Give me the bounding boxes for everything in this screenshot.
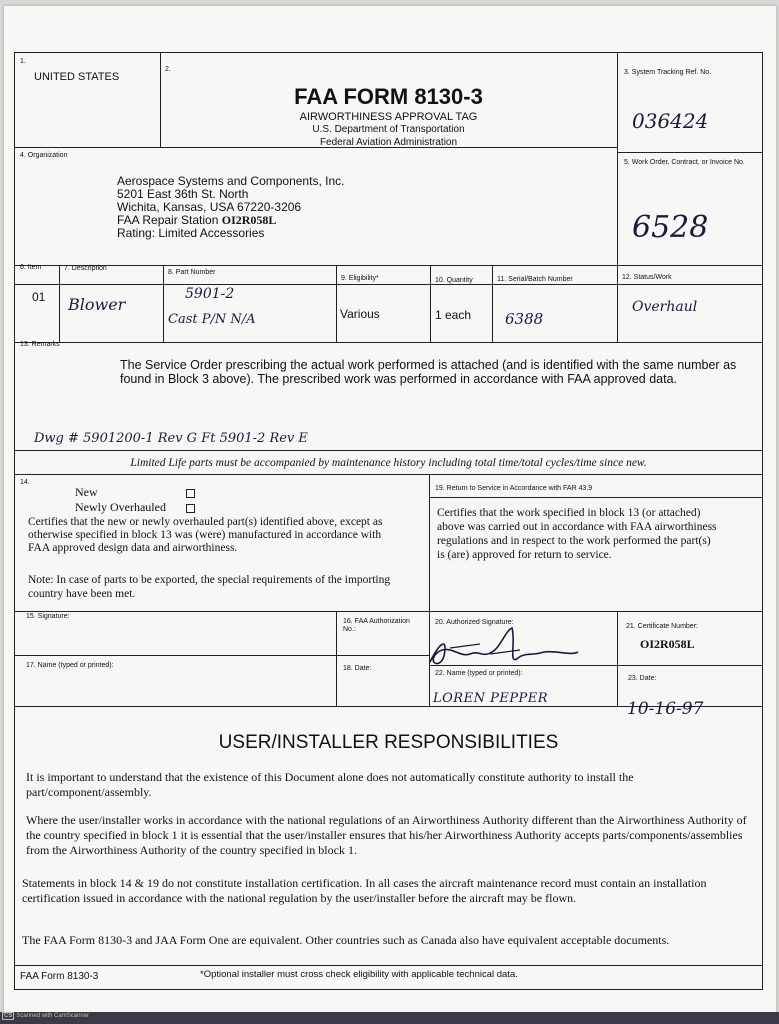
footer-form-number: FAA Form 8130-3	[20, 971, 99, 982]
divider	[14, 611, 763, 612]
block-21-label: 21. Certificate Number:	[626, 623, 698, 630]
item-value: 01	[32, 290, 46, 304]
date-value: 10-16-97	[627, 699, 704, 719]
block-23-label: 23. Date:	[628, 675, 657, 682]
block-4-label: 4. Organization	[20, 152, 68, 159]
responsibilities-title: USER/INSTALLER RESPONSIBILITIES	[218, 732, 559, 753]
divider	[14, 284, 763, 285]
eligibility-value: Various	[340, 307, 380, 321]
camscanner-logo: CS	[4, 1013, 13, 1019]
form-subtitle: AIRWORTHINESS APPROVAL TAG	[299, 111, 478, 123]
serial-value: 6388	[505, 310, 544, 328]
footer-eligibility-note: *Optional installer must cross check eligibility with applicable technical data.	[200, 969, 518, 980]
divider	[14, 655, 429, 656]
newly-overhauled-checkbox[interactable]	[186, 504, 195, 513]
scan-border	[0, 1012, 779, 1024]
col-eligibility-label: 9. Eligibility*	[341, 275, 379, 282]
col-serial-label: 11. Serial/Batch Number	[497, 276, 573, 283]
col-status-label: 12. Status/Work	[622, 274, 672, 281]
block-3-label: 3. System Tracking Ref. No.	[624, 69, 712, 76]
agency: Federal Aviation Administration	[319, 137, 458, 148]
block-13-label: 13. Remarks	[20, 341, 60, 348]
col-quantity-label: 10. Quantity	[435, 277, 473, 284]
divider	[430, 265, 431, 342]
col-item-label: 6. Item	[20, 264, 42, 271]
newly-overhauled-label: Newly Overhauled	[75, 500, 166, 514]
block-14-note-2: country have been met.	[28, 588, 136, 600]
block-2-number: 2.	[165, 66, 171, 73]
tracking-ref-value: 036424	[632, 109, 709, 133]
block-5-label: 5. Work Order, Contract, or Invoice No.	[624, 159, 745, 166]
block-19-text-2: above was carried out in accordance with FAA airworthiness	[437, 521, 717, 533]
block-19-text-4: is (are) approved for return to service.	[437, 549, 612, 561]
block-14-note-1: Note: In case of parts to be exported, the special requirements of the importing	[28, 574, 391, 586]
status-value: Overhaul	[632, 299, 698, 315]
divider	[14, 474, 763, 475]
divider	[14, 265, 763, 266]
divider	[617, 52, 618, 265]
new-checkbox[interactable]	[186, 489, 195, 498]
divider	[429, 474, 430, 707]
remarks-line-1: The Service Order prescribing the actual work performed is attached (and is identified with the same number as	[120, 358, 737, 372]
certificate-number-value: OI2R058L	[640, 637, 695, 651]
block-16-label: 16. FAA Authorization No.:	[343, 618, 410, 633]
org-rating: Rating: Limited Accessories	[117, 226, 265, 240]
divider	[59, 265, 60, 342]
description-value: Blower	[68, 295, 126, 314]
repair-station-number: OI2R058L	[221, 213, 277, 227]
form-title: FAA FORM 8130-3	[294, 84, 483, 109]
scanner-watermark	[2, 1012, 89, 1020]
cast-part-number-value: Cast P/N N/A	[168, 312, 256, 327]
responsibility-paragraph-2: Where the user/installer works in accordance with the national regulations of an Airworthiness Authority different than the Airworthiness Authority of the country specified in block 1 it is essential that the user/installer ensures that his/her Airworthiness Authority accepts parts/components/assemblies from the Airworthiness Authority of the country specified in block 1.	[26, 813, 747, 857]
org-city: Wichita, Kansas, USA 67220-3206	[117, 200, 302, 214]
remarks-handwritten: Dwg # 5901200-1 Rev G Ft 5901-2 Rev E	[34, 431, 308, 446]
block-17-label: 17. Name (typed or printed):	[26, 662, 114, 669]
divider	[163, 265, 164, 342]
printed-name-value: LOREN PEPPER	[433, 691, 549, 706]
quantity-value: 1 each	[435, 308, 472, 322]
org-repair-station	[117, 213, 276, 227]
responsibility-paragraph-3: Statements in block 14 & 19 do not constitute installation certification. In all cases the aircraft maintenance record must contain an installation certification issued in accordance with the national regulation by the user/installer before the aircraft may be flown.	[22, 876, 707, 905]
divider	[336, 611, 337, 707]
divider	[617, 265, 618, 342]
block-14-cert-2: otherwise specified in block 13 was (were) manufactured in accordance with	[28, 529, 382, 541]
divider	[429, 497, 763, 498]
block-18-label: 18. Date:	[343, 665, 372, 672]
authorized-signature	[420, 622, 600, 672]
divider	[617, 152, 763, 153]
block-15-label: 15. Signature:	[26, 613, 70, 620]
block-19-text-3: regulations and in respect to the work performed the part(s)	[437, 535, 711, 547]
department: U.S. Department of Transportation	[312, 124, 465, 135]
scanner-text: Scanned with CamScanner	[16, 1013, 90, 1019]
part-number-value: 5901-2	[185, 286, 235, 302]
responsibility-paragraph-1: It is important to understand that the existence of this Document alone does not automatically constitute authority to install the part/component/assembly.	[26, 770, 634, 799]
block-19-text-1: Certifies that the work specified in block 13 (or attached)	[437, 507, 701, 519]
block-1-number: 1.	[20, 58, 26, 65]
limited-life-notice: Limited Life parts must be accompanied by maintenance history including total time/total cycles/time since new.	[130, 457, 647, 469]
work-order-value: 6528	[632, 210, 709, 245]
block-19-label: 19. Return to Service in Accordance with FAR 43.9	[435, 485, 593, 492]
divider	[14, 450, 763, 451]
divider	[492, 265, 493, 342]
block-14-cert-1: Certifies that the new or newly overhauled part(s) identified above, except as	[28, 516, 383, 528]
block-20-label: 20. Authorized Signature:	[435, 619, 514, 626]
responsibility-paragraph-4: The FAA Form 8130-3 and JAA Form One are equivalent. Other countries such as Canada also have equivalent acceptable documents.	[22, 933, 670, 947]
divider	[14, 965, 763, 966]
new-option-label: New	[75, 485, 98, 499]
remarks-line-2: found in Block 3 above). The prescribed work was performed in accordance with FAA approved data.	[120, 372, 678, 386]
block-14-label: 14.	[20, 479, 30, 486]
divider	[14, 342, 763, 343]
block-22-label: 22. Name (typed or printed):	[435, 670, 523, 677]
block-14-cert-3: FAA approved design data and airworthiness.	[28, 542, 238, 554]
divider	[617, 611, 618, 707]
col-description-label: 7. Description	[64, 265, 107, 272]
divider	[336, 265, 337, 342]
country: UNITED STATES	[34, 71, 120, 83]
org-address: 5201 East 36th St. North	[117, 187, 249, 201]
org-name: Aerospace Systems and Components, Inc.	[117, 174, 345, 188]
repair-station-prefix: FAA Repair Station	[117, 213, 219, 227]
col-part-number-label: 8. Part Number	[168, 269, 216, 276]
